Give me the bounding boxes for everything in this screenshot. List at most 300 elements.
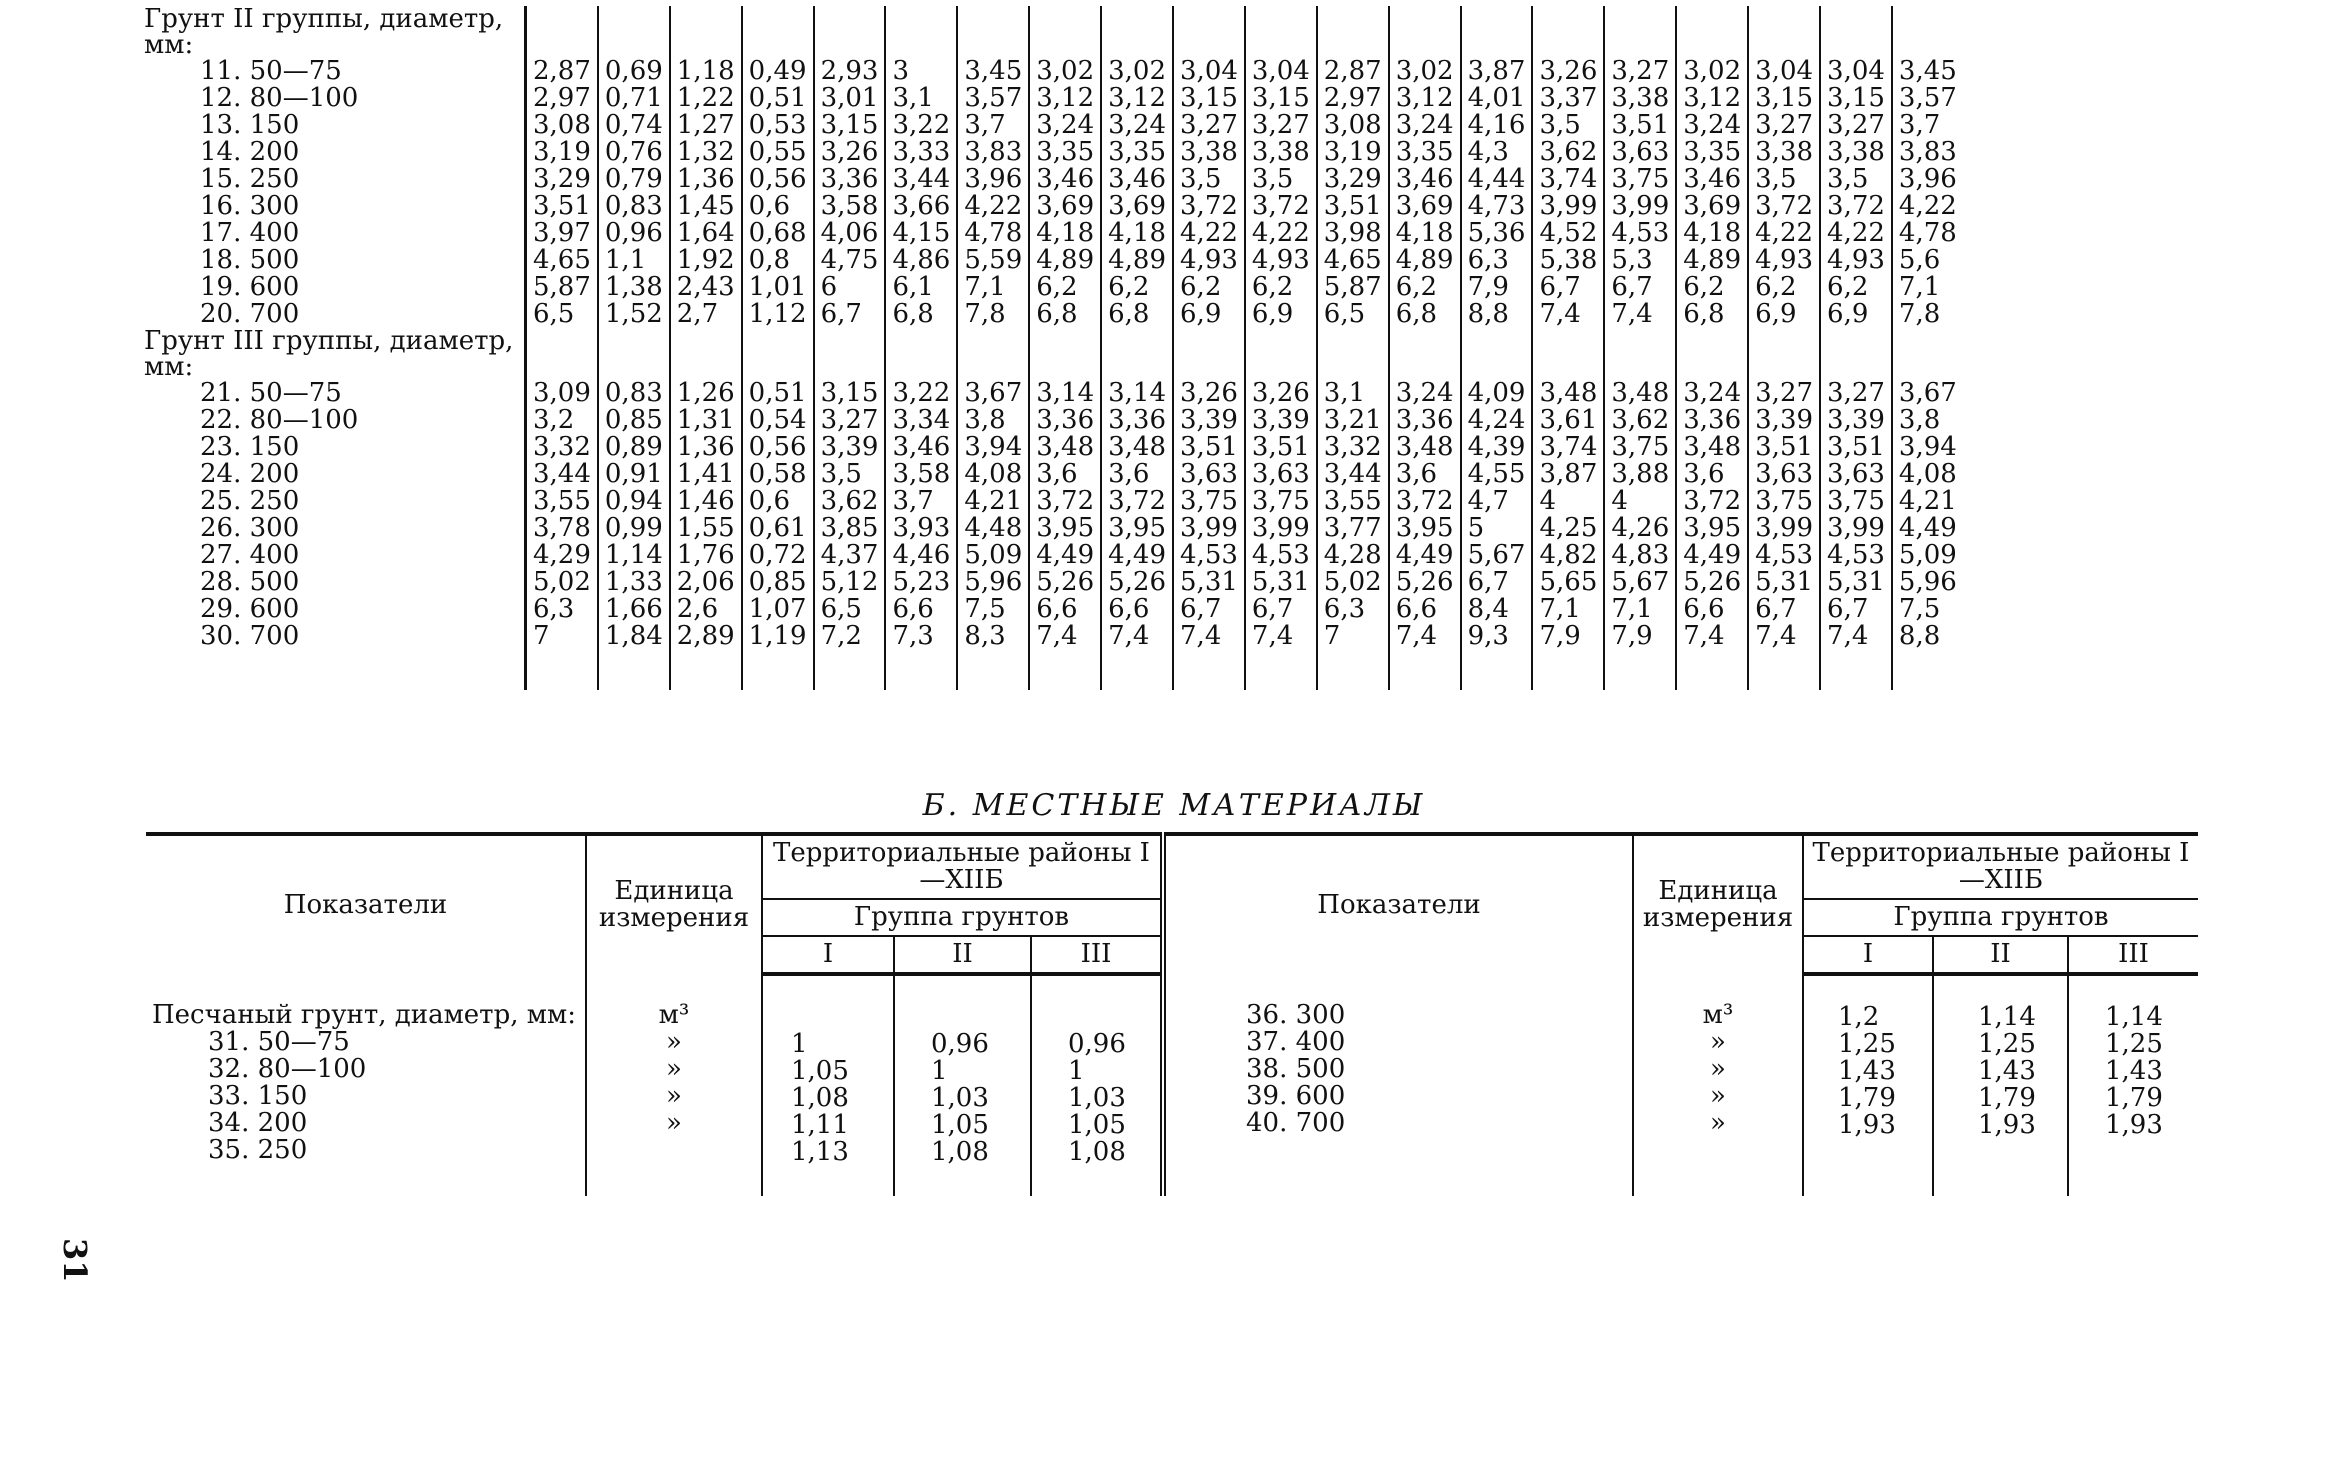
value-cell: 4,18 [1389,220,1461,247]
value-cell: 7,1 [957,274,1029,301]
value-cell: 7,4 [1389,623,1461,650]
value-cell: 3,67 [957,380,1029,407]
value-cell: 6,2 [1389,274,1461,301]
empty-cell [1748,6,1820,58]
value-cell: 3,88 [1604,461,1676,488]
empty-cell [1748,328,1820,380]
value-cell: 3,2 [526,407,598,434]
value-cell: 3,72 [1173,193,1245,220]
value-cell: 8,8 [1461,301,1533,328]
value-cell: 7,1 [1898,272,1941,302]
header-group-ii: II [894,936,1031,974]
value-cell: 3,6 [1389,461,1461,488]
empty-cell [1245,328,1317,380]
row-label: 37. 400 [1246,1027,1346,1057]
value-cell: 3,99 [1532,193,1604,220]
unit-cell: » [1710,1108,1726,1138]
table-row [140,139,1963,166]
empty-cell [814,6,886,58]
empty-cell [885,328,957,380]
value-cell: 5,31 [1245,569,1317,596]
value-cell: 2,06 [670,569,742,596]
value-cell: 0,94 [598,488,670,515]
value-cell: 1,26 [670,380,742,407]
value-cell: 3,38 [1173,139,1245,166]
value-cell: 0,85 [742,569,814,596]
value-cell: 4,53 [1820,542,1892,569]
value-cell: 3,26 [814,139,886,166]
value-cell: 6,2 [1245,274,1317,301]
value-cell: 3,72 [1748,193,1820,220]
empty-cell [1173,328,1245,380]
left-group-iii [1031,974,1163,1196]
value-cell: 4,09 [1461,380,1533,407]
group-title: Грунт II группы, диаметр, мм: [140,6,526,58]
right-units [1633,974,1803,1196]
value-cell: 3,63 [1820,461,1892,488]
value-cell: 3,35 [1389,139,1461,166]
value-cell: 0,56 [742,434,814,461]
value-cell: 3,51 [1245,434,1317,461]
sand-soil-title: Песчаный грунт, диаметр, мм: [152,1000,576,1030]
value-cell: 4,37 [814,542,886,569]
value-cell: 7,9 [1532,623,1604,650]
empty-cell [1389,328,1461,380]
value-cell: 5,09 [1898,540,1957,570]
value-cell: 2,89 [670,623,742,650]
value-cell: 6,9 [1173,301,1245,328]
table-row [140,58,1963,85]
value-cell: 7,4 [1173,623,1245,650]
empty-cell [1317,328,1389,380]
value-cell: 3,95 [1676,515,1748,542]
value-cell: 1,03 [1068,1083,1126,1113]
value-cell: 3,04 [1748,58,1820,85]
unit-cell: » [1710,1027,1726,1057]
value-cell: 1,13 [791,1137,849,1167]
value-cell: 5,02 [1317,569,1389,596]
value-cell: 3,6 [1101,461,1173,488]
value-cell: 3,36 [1029,407,1101,434]
header-soil-group-right: Группа грунтов [1803,899,2198,936]
table-row [140,488,1963,515]
value-cell: 3,7 [885,488,957,515]
value-cell: 2,87 [1317,58,1389,85]
value-cell: 5,12 [814,569,886,596]
value-cell: 7,1 [1532,596,1604,623]
value-cell: 1,08 [931,1137,989,1167]
value-cell: 2,97 [526,85,598,112]
value-cell: 3,95 [1029,515,1101,542]
unit-cell: м³ [658,1000,690,1030]
value-cell: 5,26 [1101,569,1173,596]
value-cell: 6,7 [814,301,886,328]
value-cell: 0,61 [742,515,814,542]
table-bottom-spacer [140,650,1963,690]
value-cell: 3,26 [1173,380,1245,407]
value-cell: 8,4 [1461,596,1533,623]
value-cell: 1,43 [1978,1056,2036,1086]
value-cell: 5,36 [1461,220,1533,247]
header-regions-right: Территориальные районы I—XIIБ [1803,834,2198,899]
value-cell: 3,38 [1604,85,1676,112]
value-cell: 3,63 [1748,461,1820,488]
value-cell: 4,26 [1604,515,1676,542]
value-cell: 0,85 [598,407,670,434]
value-cell: 3,63 [1173,461,1245,488]
value-cell: 5,31 [1820,569,1892,596]
row-label: 18. 500 [140,247,526,274]
header-regions: Территориальные районы I—XIIБ [762,834,1163,899]
value-cell: 1,03 [931,1083,989,1113]
value-cell: 6,8 [1029,301,1101,328]
empty-cell [1604,328,1676,380]
value-cell: 3,99 [1604,193,1676,220]
value-cell: 5 [1461,515,1533,542]
table-row [140,461,1963,488]
value-cell: 4,46 [885,542,957,569]
value-cell: 3,02 [1389,58,1461,85]
unit-cell: » [1710,1054,1726,1084]
value-cell: 3,51 [1173,434,1245,461]
empty-cell [742,6,814,58]
row-label: 20. 700 [140,301,526,328]
value-cell: 4,93 [1748,247,1820,274]
value-cell: 5,3 [1604,247,1676,274]
value-cell: 1,08 [791,1083,849,1113]
empty-cell [598,6,670,58]
value-cell: 3,8 [1898,405,1941,435]
value-cell: 7,8 [1898,299,1941,329]
value-cell: 3,34 [885,407,957,434]
value-cell: 1,19 [742,623,814,650]
value-cell: 4,89 [1676,247,1748,274]
value-cell: 7,9 [1604,623,1676,650]
empty-cell [957,328,1029,380]
value-cell: 1,27 [670,112,742,139]
value-cell: 3,94 [1898,432,1957,462]
value-cell: 7,5 [957,596,1029,623]
value-cell: 3,8 [957,407,1029,434]
value-cell: 3,99 [1748,515,1820,542]
value-cell: 3,51 [1820,434,1892,461]
row-label: 16. 300 [140,193,526,220]
value-cell: 3,57 [957,85,1029,112]
value-cell: 3,44 [1317,461,1389,488]
header-group-iii-right: III [2068,936,2198,974]
value-cell: 0,91 [598,461,670,488]
value-cell: 7,4 [1748,623,1820,650]
empty-cell [1389,6,1461,58]
value-cell: 1,05 [1068,1110,1126,1140]
value-cell: 2,97 [1317,85,1389,112]
empty-cell [1317,6,1389,58]
value-cell: 1,45 [670,193,742,220]
empty-cell [1029,328,1101,380]
value-cell: 4,08 [1898,459,1957,489]
value-cell: 7 [526,623,598,650]
value-cell: 6,2 [1101,274,1173,301]
empty-cell [957,6,1029,58]
value-cell: 3,15 [1245,85,1317,112]
value-cell: 4,89 [1101,247,1173,274]
value-cell: 3,15 [1820,85,1892,112]
value-cell: 6,5 [526,301,598,328]
empty-cell [1892,6,1963,58]
value-cell: 3,48 [1101,434,1173,461]
value-cell: 3,5 [1173,166,1245,193]
value-cell: 3,75 [1245,488,1317,515]
row-label: 32. 80—100 [208,1054,367,1084]
value-cell: 4,49 [1101,542,1173,569]
table-row [140,434,1963,461]
value-cell: 3,62 [1532,139,1604,166]
upper-table-body [140,6,1963,690]
value-cell: 3,5 [814,461,886,488]
page-number: 31 [56,1238,94,1283]
value-cell: 4,29 [526,542,598,569]
value-cell: 6,6 [1389,596,1461,623]
value-cell: 1,55 [670,515,742,542]
value-cell: 3,15 [814,380,886,407]
empty-cell [1532,328,1604,380]
value-cell: 6,1 [885,274,957,301]
header-group-iii: III [1031,936,1163,974]
value-cell: 3,96 [957,166,1029,193]
row-label: 11. 50—75 [140,58,526,85]
value-cell: 6,3 [1461,247,1533,274]
value-cell: 1,36 [670,434,742,461]
value-cell: 2,93 [814,58,886,85]
unit-cell: » [666,1081,682,1111]
value-cell: 7,4 [1245,623,1317,650]
value-cell: 3,48 [1029,434,1101,461]
value-cell: 5,38 [1532,247,1604,274]
value-cell: 0,51 [742,380,814,407]
value-cell: 1,41 [670,461,742,488]
value-cell: 3,46 [1101,166,1173,193]
value-cell: 3,29 [1317,166,1389,193]
value-cell: 0,56 [742,166,814,193]
value-cell: 3 [885,58,957,85]
value-cell: 3,24 [1676,380,1748,407]
value-cell: 1,33 [598,569,670,596]
header-unit: Единица измерения [586,834,762,974]
value-cell: 6,7 [1748,596,1820,623]
value-cell: 6,7 [1173,596,1245,623]
value-cell: 4,06 [814,220,886,247]
value-cell: 3,48 [1389,434,1461,461]
row-label: 15. 250 [140,166,526,193]
value-cell: 3,24 [1389,380,1461,407]
value-cell: 4,18 [1029,220,1101,247]
value-cell: 6,7 [1820,596,1892,623]
table-row [140,301,1963,328]
empty-cell [742,328,814,380]
value-cell: 1,64 [670,220,742,247]
unit-cell: » [666,1108,682,1138]
value-cell: 3,27 [1173,112,1245,139]
table-row [140,380,1963,407]
value-cell: 4,49 [1676,542,1748,569]
value-cell: 4,73 [1461,193,1533,220]
value-cell: 1,14 [598,542,670,569]
value-cell: 3,38 [1245,139,1317,166]
value-cell: 0,96 [931,1029,989,1059]
value-cell: 3,99 [1173,515,1245,542]
row-label: 17. 400 [140,220,526,247]
value-cell: 3,01 [814,85,886,112]
value-cell: 4,49 [1898,513,1957,543]
value-cell: 3,04 [1245,58,1317,85]
value-cell: 4,24 [1461,407,1533,434]
value-cell: 5,26 [1676,569,1748,596]
value-cell: 1,12 [742,301,814,328]
value-cell: 0,71 [598,85,670,112]
value-cell: 3,26 [1532,58,1604,85]
value-cell: 6,9 [1245,301,1317,328]
group-header-row [140,6,1963,58]
empty-cell [598,328,670,380]
value-cell: 3,5 [1532,112,1604,139]
unit-cell: » [666,1027,682,1057]
header-group-ii-right: II [1933,936,2068,974]
value-cell: 0,69 [598,58,670,85]
value-cell: 0,49 [742,58,814,85]
value-cell: 3,27 [1604,58,1676,85]
value-cell: 1 [931,1056,948,1086]
value-cell: 3,95 [1389,515,1461,542]
row-label: 22. 80—100 [140,407,526,434]
value-cell: 4,22 [1173,220,1245,247]
value-cell: 1,05 [931,1110,989,1140]
value-cell: 3,51 [526,193,598,220]
value-cell: 3,58 [814,193,886,220]
value-cell: 3,19 [1317,139,1389,166]
value-cell: 4,65 [526,247,598,274]
value-cell: 3,5 [1820,166,1892,193]
value-cell: 4,21 [957,488,1029,515]
value-cell: 3,27 [1820,112,1892,139]
value-cell: 6,2 [1676,274,1748,301]
value-cell: 6,5 [814,596,886,623]
value-cell: 3,72 [1389,488,1461,515]
value-cell: 3,08 [1317,112,1389,139]
value-cell: 7,4 [1029,623,1101,650]
right-group-ii [1933,974,2068,1196]
value-cell: 0,54 [742,407,814,434]
value-cell: 3,75 [1173,488,1245,515]
value-cell: 4,89 [1029,247,1101,274]
value-cell: 4,78 [1898,218,1957,248]
value-cell: 3,24 [1389,112,1461,139]
value-cell: 3,26 [1245,380,1317,407]
empty-cell [1676,6,1748,58]
value-cell: 5,67 [1604,569,1676,596]
value-cell: 3,12 [1101,85,1173,112]
table-row [140,596,1963,623]
value-cell: 3,51 [1317,193,1389,220]
value-cell: 3,14 [1101,380,1173,407]
value-cell: 5,6 [1898,245,1941,275]
value-cell: 3,78 [526,515,598,542]
value-cell: 4,93 [1245,247,1317,274]
value-cell: 5,87 [526,274,598,301]
value-cell: 4,89 [1389,247,1461,274]
local-materials-table [146,832,2198,1196]
left-group-i [762,974,894,1196]
value-cell: 3,39 [1748,407,1820,434]
value-cell: 0,96 [598,220,670,247]
value-cell: 6,7 [1532,274,1604,301]
value-cell: 6,8 [1676,301,1748,328]
value-cell: 1,76 [670,542,742,569]
table-row [140,407,1963,434]
value-cell: 4,44 [1461,166,1533,193]
value-cell: 3,62 [814,488,886,515]
value-cell: 7,4 [1676,623,1748,650]
value-cell: 1 [791,1029,808,1059]
value-cell: 3,69 [1029,193,1101,220]
value-cell: 3,58 [885,461,957,488]
header-soil-group: Группа грунтов [762,899,1163,936]
value-cell: 4,22 [1245,220,1317,247]
value-cell: 5,59 [957,247,1029,274]
value-cell: 3,57 [1898,83,1957,113]
value-cell: 5,31 [1748,569,1820,596]
row-label: 33. 150 [208,1081,308,1111]
table-row [140,515,1963,542]
value-cell: 3,83 [957,139,1029,166]
value-cell: 3,35 [1676,139,1748,166]
value-cell: 3,66 [885,193,957,220]
value-cell: 6,2 [1748,274,1820,301]
value-cell: 3,24 [1101,112,1173,139]
value-cell: 7,3 [885,623,957,650]
header-group-i: I [762,936,894,974]
empty-cell [1101,328,1173,380]
value-cell: 6,6 [1676,596,1748,623]
value-cell: 3,75 [1748,488,1820,515]
value-cell: 3,45 [1898,56,1957,86]
value-cell: 1,38 [598,274,670,301]
value-cell: 3,02 [1676,58,1748,85]
value-cell: 3,46 [1029,166,1101,193]
value-cell: 3,97 [526,220,598,247]
value-cell: 1,08 [1068,1137,1126,1167]
value-cell: 0,76 [598,139,670,166]
row-label: 13. 150 [140,112,526,139]
value-cell: 3,12 [1029,85,1101,112]
row-label: 25. 250 [140,488,526,515]
value-cell: 1,79 [2105,1083,2163,1113]
value-cell: 1,14 [1978,1002,2036,1032]
value-cell: 1,84 [598,623,670,650]
empty-cell [1820,328,1892,380]
value-cell: 3,27 [1245,112,1317,139]
value-cell: 4,01 [1461,85,1533,112]
row-label: 21. 50—75 [140,380,526,407]
right-group-i [1803,974,1933,1196]
value-cell: 7,5 [1898,594,1941,624]
value-cell: 3,7 [1898,110,1941,140]
value-cell: 3,33 [885,139,957,166]
value-cell: 6,5 [1317,301,1389,328]
value-cell: 3,77 [1317,515,1389,542]
value-cell: 1,52 [598,301,670,328]
value-cell: 3,72 [1101,488,1173,515]
value-cell: 0,55 [742,139,814,166]
